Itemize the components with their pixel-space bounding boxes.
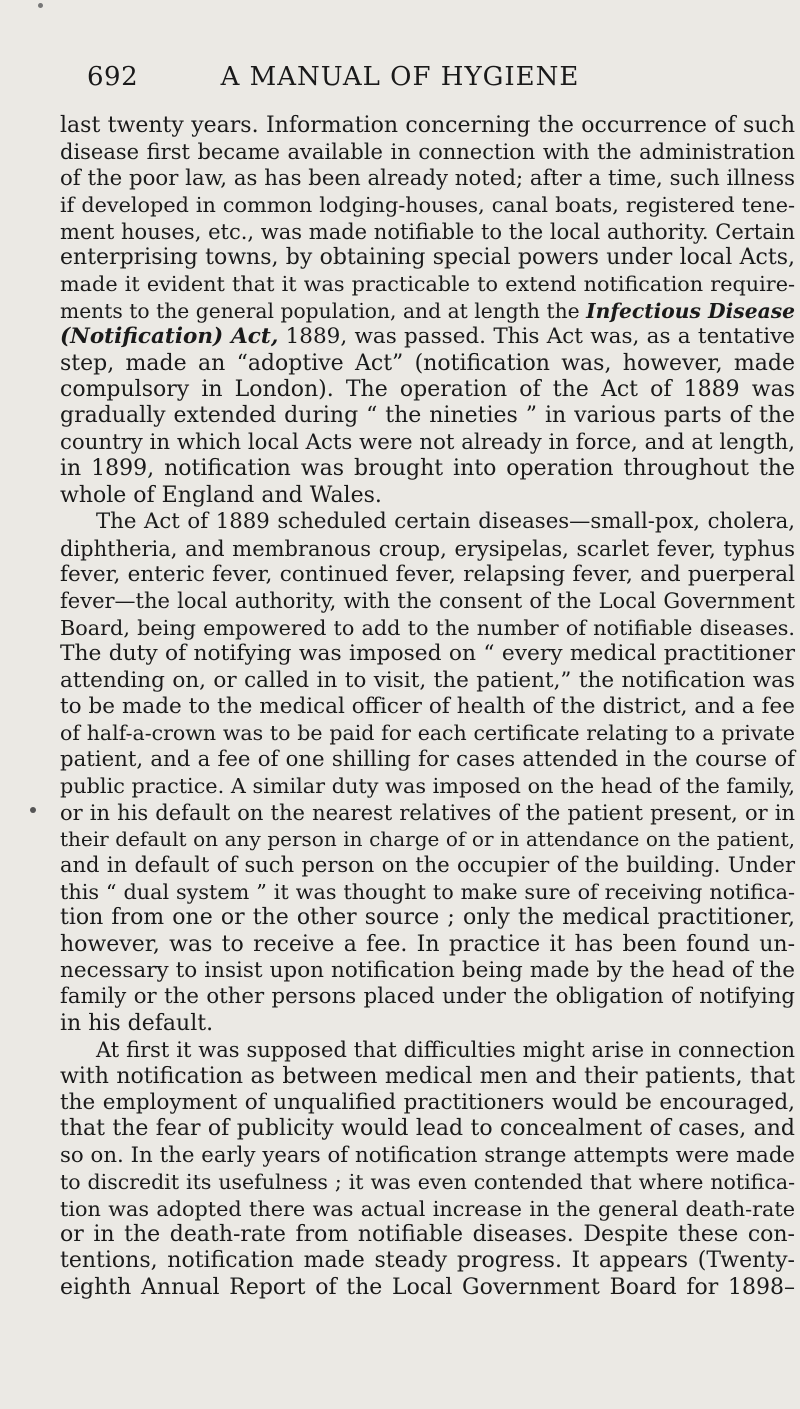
- text-line: necessary to insist upon notification being made by the head of the: [60, 958, 795, 983]
- text-line: the employment of unqualified practitioners would be encouraged,: [60, 1090, 795, 1116]
- text-line: gradually extended during “ the nineties ” in various parts of the: [60, 403, 795, 429]
- text-line: fever, enteric fever, continued fever, relapsing fever, and puerperal: [60, 561, 795, 587]
- text-line: of half-a-crown was to be paid for each certificate relating to a private: [60, 721, 795, 746]
- running-title: A MANUAL OF HYGIENE: [220, 62, 580, 92]
- text-line: country in which local Acts were not already in force, and at length,: [60, 429, 795, 455]
- text-line: last twenty years. Information concerning the occurrence of such: [60, 113, 795, 138]
- text-line: to discredit its usefulness ; it was even contended that where notifica-: [60, 1170, 795, 1195]
- ink-speck: [38, 3, 43, 8]
- text-line: diphtheria, and membranous croup, erysipelas, scarlet fever, typhus: [60, 536, 795, 561]
- text-line: or in his default on the nearest relatives of the patient present, or in: [60, 800, 795, 825]
- text-line: disease first became available in connection with the administration: [60, 140, 795, 165]
- body-text: [60, 113, 795, 1301]
- page-number: 692: [87, 62, 139, 92]
- text-line: compulsory in London). The operation of the Act of 1889 was: [60, 377, 795, 403]
- text-line: step, made an “adoptive Act” (notification was, however, made: [60, 350, 795, 376]
- text-line: however, was to receive a fee. In practice it has been found un-: [60, 931, 795, 957]
- text-line: whole of England and Wales.: [60, 482, 382, 508]
- text-line: of the poor law, as has been already noted; after a time, such illness: [60, 165, 795, 191]
- text-line: eighth Annual Report of the Local Government Board for 1898–: [60, 1274, 795, 1300]
- text-line: in his default.: [60, 1010, 214, 1036]
- text-line: ment houses, etc., was made notifiable to the local authority. Certain: [60, 219, 795, 244]
- act-title-italic: Infectious Disease: [586, 298, 795, 323]
- text-line: At first it was supposed that difficulties might arise in connection: [96, 1038, 795, 1063]
- running-head: [0, 62, 800, 98]
- text-line: enterprising towns, by obtaining special powers under local Acts,: [60, 245, 795, 271]
- text-line: patient, and a fee of one shilling for cases attended in the course of: [60, 746, 795, 772]
- text-line: with notification as between medical men and their patients, that: [60, 1063, 795, 1089]
- text-line: that the fear of publicity would lead to concealment of cases, and: [60, 1116, 795, 1142]
- text-line: this “ dual system ” it was thought to make sure of receiving notifica-: [60, 879, 795, 904]
- text-line: The Act of 1889 scheduled certain diseases—small-pox, cholera,: [96, 509, 795, 535]
- text-line: and in default of such person on the occupier of the building. Under: [60, 853, 795, 878]
- text-line: attending on, or called in to visit, the patient,” the notification was: [60, 667, 795, 693]
- text-line: made it evident that it was practicable to extend notification require-: [60, 272, 795, 297]
- text-line: fever—the local authority, with the consent of the Local Government: [60, 589, 795, 614]
- margin-dot: [30, 807, 36, 813]
- text-line: tion was adopted there was actual increase in the general death-rate: [60, 1196, 795, 1221]
- text-line: tentions, notification made steady progress. It appears (Twenty-: [60, 1248, 795, 1274]
- text-line: public practice. A similar duty was imposed on the head of the family,: [60, 774, 795, 799]
- text-line: so on. In the early years of notification strange attempts were made: [60, 1142, 795, 1168]
- text-line: ments to the general population, and at length the Infectious Disease: [60, 298, 795, 323]
- text-line: to be made to the medical officer of health of the district, and a fee: [60, 693, 795, 719]
- text-line: if developed in common lodging-houses, canal boats, registered tene-: [60, 193, 795, 218]
- text-line: their default on any person in charge of or in attendance on the patient,: [60, 826, 795, 851]
- text-line: (Notification) Act, 1889, was passed. This Act was, as a tentative: [60, 324, 795, 350]
- act-title-italic: (Notification) Act,: [60, 324, 279, 350]
- text-line: The duty of notifying was imposed on “ every medical practitioner: [60, 641, 795, 667]
- text-line: tion from one or the other source ; only the medical practitioner,: [60, 905, 795, 931]
- text-line: family or the other persons placed under the obligation of notifying: [60, 984, 795, 1010]
- text-line: in 1899, notification was brought into operation throughout the: [60, 456, 795, 482]
- text-line: or in the death-rate from notifiable diseases. Despite these con-: [60, 1222, 795, 1248]
- text-line: Board, being empowered to add to the number of notifiable diseases.: [60, 615, 795, 640]
